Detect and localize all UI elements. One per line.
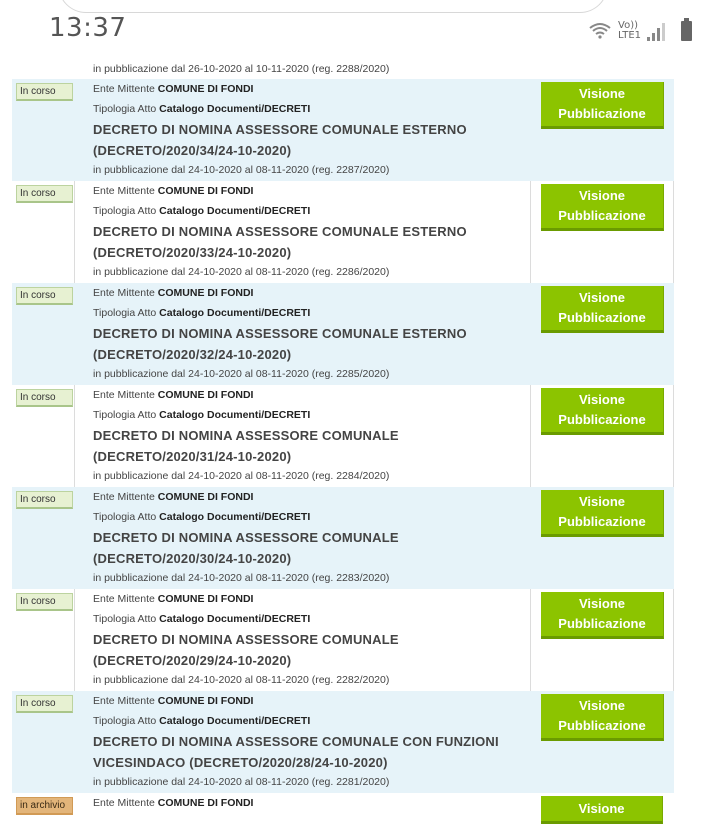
list-item (12, 283, 674, 385)
status-badge: In corso (16, 593, 73, 611)
sender: Ente Mittente COMUNE DI FONDI (93, 287, 254, 299)
view-publication-button[interactable]: Visione Pubblicazione (541, 388, 664, 435)
publication-period: in pubblicazione dal 24-10-2020 al 08-11-2020 (reg. 2285/2020) (93, 368, 390, 380)
document-title: DECRETO DI NOMINA ASSESSORE COMUNALE ESTERNO (DECRETO/2020/34/24-10-2020) (93, 122, 467, 158)
wifi-icon (588, 21, 612, 41)
network-type: Vo)) LTE1 (618, 20, 641, 41)
view-publication-button[interactable]: Visione Pubblicazione (541, 184, 664, 231)
view-publication-button[interactable]: Visione (541, 796, 663, 824)
sender: Ente Mittente COMUNE DI FONDI (93, 797, 254, 809)
publication-period: in pubblicazione dal 24-10-2020 al 08-11-2020 (reg. 2282/2020) (93, 674, 390, 686)
document-title: DECRETO DI NOMINA ASSESSORE COMUNALE (DECRETO/2020/29/24-10-2020) (93, 632, 399, 668)
document-type: Tipologia Atto Catalogo Documenti/DECRETI (93, 307, 311, 319)
status-icons (588, 17, 692, 41)
document-type: Tipologia Atto Catalogo Documenti/DECRETI (93, 103, 311, 115)
list-item (12, 79, 674, 181)
view-publication-button[interactable]: Visione Pubblicazione (541, 490, 664, 537)
view-publication-button[interactable]: Visione Pubblicazione (541, 82, 664, 129)
list-item (12, 181, 674, 283)
sender: Ente Mittente COMUNE DI FONDI (93, 389, 254, 401)
sender: Ente Mittente COMUNE DI FONDI (93, 695, 254, 707)
document-title: DECRETO DI NOMINA ASSESSORE COMUNALE CON FUNZIONI VICESINDACO (DECRETO/2020/28/24-10-2020) (93, 734, 499, 770)
status-badge: In corso (16, 695, 73, 713)
list-item (12, 589, 674, 691)
sender: Ente Mittente COMUNE DI FONDI (93, 185, 254, 197)
sender: Ente Mittente COMUNE DI FONDI (93, 491, 254, 503)
sender: Ente Mittente COMUNE DI FONDI (93, 593, 254, 605)
list-item (12, 487, 674, 589)
document-type: Tipologia Atto Catalogo Documenti/DECRETI (93, 205, 311, 217)
document-title: DECRETO DI NOMINA ASSESSORE COMUNALE ESTERNO (DECRETO/2020/32/24-10-2020) (93, 326, 467, 362)
list-item (12, 385, 674, 487)
list-item (12, 793, 674, 823)
list-item-partial (12, 57, 674, 79)
status-badge: In corso (16, 185, 73, 203)
status-badge: In corso (16, 287, 73, 305)
status-badge: in archivio (16, 797, 73, 815)
document-title: DECRETO DI NOMINA ASSESSORE COMUNALE (DECRETO/2020/31/24-10-2020) (93, 428, 399, 464)
document-type: Tipologia Atto Catalogo Documenti/DECRETI (93, 511, 311, 523)
publication-period: in pubblicazione dal 24-10-2020 al 08-11-2020 (reg. 2286/2020) (93, 266, 390, 278)
status-badge: In corso (16, 491, 73, 509)
status-badge: In corso (16, 83, 73, 101)
document-title: DECRETO DI NOMINA ASSESSORE COMUNALE ESTERNO (DECRETO/2020/33/24-10-2020) (93, 224, 467, 260)
publication-period: in pubblicazione dal 26-10-2020 al 10-11-2020 (reg. 2288/2020) (93, 63, 390, 75)
view-publication-button[interactable]: Visione Pubblicazione (541, 286, 664, 333)
document-type: Tipologia Atto Catalogo Documenti/DECRETI (93, 613, 311, 625)
status-badge: In corso (16, 389, 73, 407)
publication-period: in pubblicazione dal 24-10-2020 al 08-11-2020 (reg. 2281/2020) (93, 776, 390, 788)
signal-icon (647, 23, 665, 41)
publication-period: in pubblicazione dal 24-10-2020 al 08-11-2020 (reg. 2284/2020) (93, 470, 390, 482)
battery-icon (681, 21, 692, 41)
document-title: DECRETO DI NOMINA ASSESSORE COMUNALE (DECRETO/2020/30/24-10-2020) (93, 530, 399, 566)
list-item (12, 691, 674, 793)
clock: 13:37 (49, 13, 127, 43)
view-publication-button[interactable]: Visione Pubblicazione (541, 694, 664, 741)
publication-period: in pubblicazione dal 24-10-2020 al 08-11-2020 (reg. 2287/2020) (93, 164, 390, 176)
status-bar (0, 0, 720, 52)
sender: Ente Mittente COMUNE DI FONDI (93, 83, 254, 95)
document-type: Tipologia Atto Catalogo Documenti/DECRETI (93, 409, 311, 421)
publications-list (12, 57, 674, 823)
publication-period: in pubblicazione dal 24-10-2020 al 08-11-2020 (reg. 2283/2020) (93, 572, 390, 584)
document-type: Tipologia Atto Catalogo Documenti/DECRETI (93, 715, 311, 727)
view-publication-button[interactable]: Visione Pubblicazione (541, 592, 664, 639)
